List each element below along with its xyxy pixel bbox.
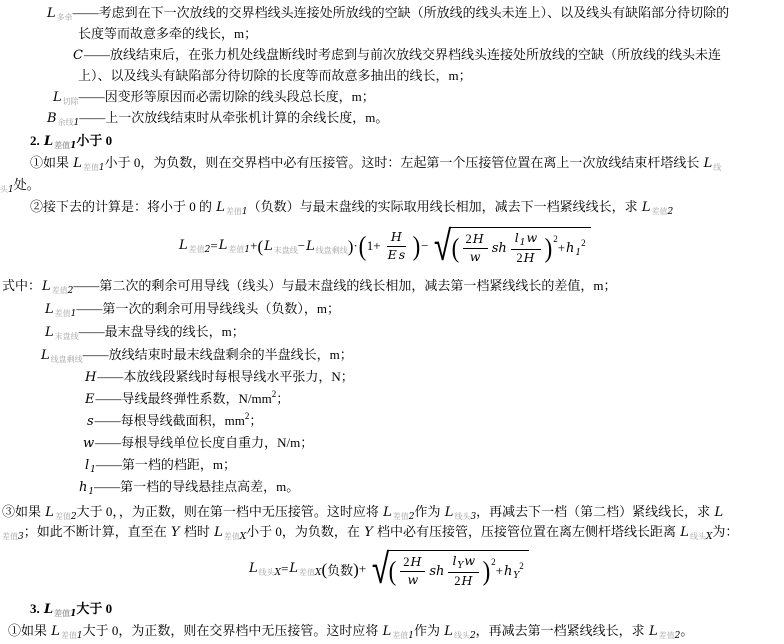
superscript: 2 — [553, 233, 558, 244]
text-run: ——第一档的导线悬挂点高差，m。 — [94, 479, 300, 494]
subscript: 差值3 — [2, 532, 24, 542]
text-run: 大于 0，，为正数，则在第一档中无压接管。这时应将 — [76, 504, 383, 519]
text-run: ； — [276, 391, 290, 406]
math-variable: $L_{线头3}$ — [444, 505, 477, 522]
math-variable: $L_{差值2}$ — [45, 505, 77, 522]
text-line — [0, 174, 784, 196]
text-run: 小于 0，为负数，在 — [246, 524, 364, 539]
text-run: = — [281, 561, 289, 576]
subscript: 差值X — [299, 568, 322, 578]
text-line — [0, 454, 784, 476]
radical-sign-icon: √ — [434, 221, 452, 270]
superscript: 2 — [244, 411, 250, 421]
math-variable: $L_{差值2}$ — [648, 624, 681, 641]
text-line — [0, 410, 784, 432]
subscript: 差值2 — [658, 631, 681, 641]
paren: ) — [544, 232, 553, 263]
text-run: ——第一档的档距，m； — [95, 457, 237, 472]
text-line — [0, 522, 784, 542]
text-run: 。 — [680, 623, 694, 638]
text-run: 长度等而故意多牵的线长，m； — [78, 26, 258, 41]
math-variable: sh — [429, 564, 445, 579]
formula-l-xiantou-x — [0, 544, 784, 594]
math-variable: $L_{差值1}$ — [51, 624, 83, 641]
text-line — [0, 432, 784, 454]
text-run: ——放线结束后，在张力机处线盘断线时考虑到与前次放线交界档线头连接处所放线的空缺（所放线的线头未连 — [83, 47, 721, 62]
math-variable: $L_{差值1}$ — [218, 238, 251, 255]
subscript: 差值X — [223, 532, 247, 542]
text-run: ——上一次放线结束时从牵张机计算的余线长度，m。 — [79, 110, 389, 125]
sqrt-radical — [431, 221, 590, 270]
text-line — [0, 388, 784, 410]
text-run: ——导线最终弹性系数，N/mm — [95, 391, 272, 406]
math-variable: E — [85, 392, 95, 407]
math-variable: $L_{差值2}$ — [383, 505, 415, 522]
text-line — [0, 23, 784, 44]
math-variable: $L_{线盘剩线}$ — [306, 238, 348, 255]
subscript: 差值2 — [651, 207, 674, 217]
text-line — [0, 196, 784, 218]
math-variable: sh — [491, 241, 507, 256]
text-run: + — [250, 238, 258, 253]
text-line — [0, 152, 784, 174]
sqrt-radical — [369, 544, 529, 593]
text-run: ——第一次的剩余可用导线线头（负数），m； — [76, 301, 340, 316]
text-line — [0, 65, 784, 86]
math-variable: $L_{线头X}$ — [249, 561, 282, 578]
paren: ( — [451, 232, 459, 263]
text-run: 大于 0，为正数，则在交界档中无压接管。这时应将 — [82, 623, 382, 638]
subscript: 线头2 — [453, 631, 476, 641]
text-line — [0, 320, 784, 343]
text-run: ——每根导线单位长度自重力，N/m； — [95, 435, 314, 450]
text-run: 负数 — [327, 562, 354, 578]
subscript: 线头X — [689, 532, 713, 542]
math-variable: $L_{末盘线}$ — [264, 238, 298, 255]
text-run: ，再减去第一档紧线线长，求 — [475, 623, 648, 638]
subscript: 差值2 — [54, 512, 77, 522]
subscript: Y — [513, 570, 520, 581]
text-run: ①如果 — [8, 623, 51, 638]
paren: ( — [388, 555, 397, 586]
text-run: ——本放线段紧线时每根导线水平张力，N； — [97, 369, 354, 384]
math-variable: C — [73, 48, 83, 63]
subscript: 差值1 — [225, 207, 248, 217]
math-variable: Y — [171, 525, 180, 540]
paren: ( — [257, 236, 264, 256]
math-variable: $L_{差值X}$ — [289, 561, 322, 578]
superscript: 2 — [271, 389, 277, 399]
math-variable: $B_{余线1}$ — [47, 111, 80, 128]
subscript: 差值1 — [82, 163, 105, 173]
math-variable: $L_{末盘线}$ — [45, 325, 79, 341]
math-variable: s — [398, 246, 406, 262]
math-variable: $L_线$ — [703, 156, 722, 172]
fraction — [511, 231, 541, 265]
math-variable: $L_{差值1}$ — [45, 302, 77, 319]
text-run: + — [358, 561, 367, 576]
text-run: 2 — [403, 555, 410, 570]
subscript: 差值1 — [60, 631, 83, 641]
math-variable: $L_{线头2}$ — [444, 624, 476, 641]
text-run: ——每根导线截面积，mm — [94, 413, 245, 428]
math-variable: E — [387, 246, 397, 262]
fraction — [400, 555, 425, 587]
text-run: 2 — [454, 573, 461, 588]
math-variable: H — [390, 229, 402, 245]
fraction — [448, 554, 479, 588]
text-run: − — [421, 238, 429, 253]
subscript: 余线1 — [57, 118, 80, 128]
subscript: 差值2 — [51, 286, 74, 296]
fraction — [463, 232, 488, 264]
subscript: 差值1 — [54, 309, 77, 319]
text-run: ——最末盘导线的线长，m； — [78, 324, 245, 339]
subscript: 线 — [713, 163, 722, 172]
text-run: 小于 0，为负数，则在交界档中必有压接管。这时：左起第一个压接管位置在离上一次放线结束杆塔线长 — [104, 155, 703, 170]
subscript: 线盘剩线 — [50, 355, 83, 364]
text-run: 作为 — [414, 504, 444, 519]
subscript: 末盘线 — [54, 332, 79, 341]
text-line — [0, 620, 784, 642]
subscript: 末盘线 — [273, 245, 298, 255]
text-run: 档中必有压接管，压接管位置在离左侧杆塔线长距离 — [373, 524, 680, 539]
math-variable: $L_{差值X}$ — [214, 525, 247, 542]
text-run: ； — [249, 413, 263, 428]
text-run: + — [495, 563, 503, 578]
math-variable: Y — [364, 525, 373, 540]
text-line — [0, 86, 784, 107]
text-line — [0, 130, 784, 152]
subscript: 多牵 — [56, 13, 73, 22]
subscript: 线头X — [258, 568, 282, 578]
text-run: 2 — [465, 232, 472, 247]
math-variable: w — [526, 229, 538, 245]
math-variable: $L_{线头X}$ — [680, 525, 713, 542]
paren: ( — [321, 559, 328, 579]
math-variable: $L_{差值2}$ — [179, 238, 211, 255]
text-line — [0, 297, 784, 320]
fraction — [384, 230, 410, 262]
text-run: 2 — [516, 250, 523, 265]
text-run: ②接下去的计算是：将小于 0 的 — [30, 199, 216, 214]
text-line — [0, 274, 784, 297]
text-run: 作为 — [414, 623, 444, 638]
subscript: 1 — [90, 465, 96, 475]
paren: ) — [482, 555, 491, 586]
math-variable: H — [461, 572, 473, 588]
text-run: ——放线结束时最末线盘剩余的半盘线长，m； — [82, 347, 353, 362]
math-variable: $L_{多牵}$ — [47, 6, 73, 22]
text-run: 1+ — [366, 238, 381, 253]
text-run: 档时 — [180, 524, 214, 539]
subscript: Y — [457, 560, 464, 571]
subscript: 差值2 — [188, 245, 211, 255]
text-run: ——第二次的剩余可用导线（线头）与最末盘线的线长相加，减去第一档紧线线长的差值，m； — [73, 278, 617, 293]
text-line — [0, 476, 784, 498]
text-run: ；如此不断计算，直至在 — [23, 524, 170, 539]
math-variable: H — [85, 370, 97, 385]
subscript: 线盘剩线 — [315, 245, 348, 255]
text-run: 大于 0 — [76, 601, 113, 616]
math-variable: w — [83, 436, 95, 451]
math-variable: $L_{差值1}$ — [44, 134, 77, 151]
math-variable: $l_1$ — [514, 229, 526, 248]
math-variable: w — [464, 552, 476, 568]
text-line — [0, 598, 784, 620]
text-run: 小于 0 — [76, 133, 113, 148]
math-variable: H — [472, 231, 484, 247]
math-variable: $L_{差值2}$ — [42, 279, 74, 296]
text-line — [0, 2, 784, 23]
text-run: · — [353, 238, 358, 253]
text-run: ，再减去下一档（第二档）紧线线长，求 — [476, 504, 714, 519]
math-variable: $L_{差值1}$ — [44, 602, 77, 619]
text-run: = — [210, 238, 218, 253]
subscript: 差值2 — [392, 512, 415, 522]
radical-sign-icon: √ — [372, 544, 390, 593]
subscript: 1 — [519, 237, 526, 248]
math-variable: L — [714, 505, 724, 520]
paren: ) — [347, 236, 354, 256]
math-variable: $h_1$ — [79, 480, 95, 497]
superscript: 2 — [491, 556, 496, 567]
math-variable: $L_{差值1}$ — [73, 156, 105, 173]
text-run: 式中： — [2, 278, 42, 293]
formula-l-chazhi-2 — [0, 220, 784, 272]
math-variable: H — [523, 249, 535, 265]
text-run: 3. — [30, 601, 43, 616]
text-run: 为： — [712, 524, 739, 539]
text-run: + — [557, 240, 566, 255]
text-run: （负数）与最末盘线的实际取用线长相加，减去下一档紧线线长，求 — [247, 199, 641, 214]
math-variable: $h_1^2$ — [566, 237, 586, 258]
text-run: ③如果 — [2, 504, 45, 519]
text-line — [0, 44, 784, 65]
text-run: − — [297, 238, 306, 253]
paren: ) — [412, 230, 421, 261]
paren: ) — [353, 559, 359, 579]
math-variable: s — [87, 414, 94, 429]
subscript: 切除 — [62, 97, 79, 106]
subscript: 差值1 — [54, 141, 77, 151]
subscript: 1 — [575, 247, 582, 258]
text-run: ——因变形等原因而必需切除的线头段总长度，m； — [78, 89, 375, 104]
subscript: 1 — [88, 487, 95, 497]
math-variable: H — [410, 554, 422, 570]
math-variable: $l_1$ — [85, 458, 96, 475]
math-variable: $l_Y$ — [452, 552, 464, 571]
text-line — [0, 366, 784, 388]
subscript: 差值1 — [228, 245, 251, 255]
subscript: 差值1 — [392, 631, 415, 641]
subscript: 头1 — [0, 185, 14, 195]
text-line — [0, 502, 784, 522]
math-variable: w — [407, 571, 419, 587]
math-variable: $L_{切除}$ — [53, 90, 79, 106]
text-run: 2. — [30, 133, 43, 148]
math-variable: $h_Y^2$ — [503, 560, 524, 581]
text-run: 处。 — [13, 177, 40, 192]
paren: ( — [358, 230, 367, 261]
text-line — [0, 107, 784, 128]
subscript: 线头3 — [454, 512, 477, 522]
math-variable: $L_{线盘剩线}$ — [41, 348, 83, 364]
text-run: ——考虑到在下一次放线的交界档线头连接处所放线的空缺（所放线的线头未连上）、以及线头有缺陷部分待切除的 — [72, 5, 730, 20]
text-run: 上）、以及线头有缺陷部分待切除的长度等而故意多抽出的线长，m； — [78, 68, 472, 83]
math-variable: w — [469, 248, 481, 264]
math-variable: $L_{差值1}$ — [216, 200, 248, 217]
math-variable: $L_{差值1}$ — [382, 624, 415, 641]
text-line — [0, 343, 784, 366]
subscript: 差值1 — [54, 609, 77, 619]
text-run: ①如果 — [30, 155, 73, 170]
math-variable: $L_{差值2}$ — [641, 200, 674, 217]
